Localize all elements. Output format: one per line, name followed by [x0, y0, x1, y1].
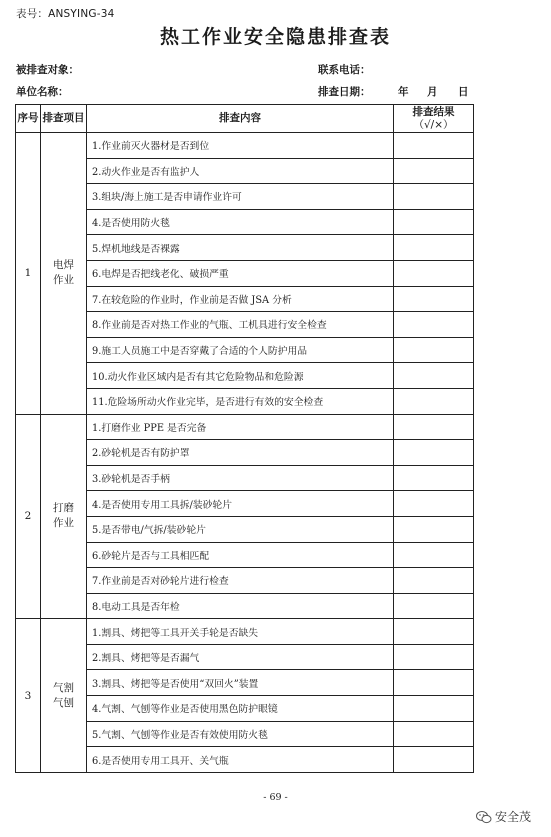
group-item-label: 气割气刨	[53, 681, 74, 709]
result-cell[interactable]	[394, 670, 474, 696]
brand-name: 安全茂	[495, 810, 532, 824]
group-number: 1	[16, 133, 41, 415]
group-number: 2	[16, 414, 41, 619]
result-cell[interactable]	[394, 388, 474, 414]
result-cell[interactable]	[394, 568, 474, 594]
table-row	[16, 133, 474, 159]
group-item	[41, 133, 87, 415]
result-cell[interactable]	[394, 363, 474, 389]
result-cell[interactable]	[394, 644, 474, 670]
group-number: 3	[16, 619, 41, 773]
result-cell[interactable]	[394, 593, 474, 619]
page-title: 热工作业安全隐患排查表	[159, 26, 391, 48]
check-content: 7.在较危险的作业时，作业前是否做 JSA 分析	[87, 286, 394, 312]
result-cell[interactable]	[394, 542, 474, 568]
date-month-unit: 月	[427, 86, 438, 98]
phone-label: 联系电话：	[318, 64, 371, 76]
check-content: 9.施工人员施工中是否穿戴了合适的个人防护用品	[87, 337, 394, 363]
check-content: 8.电动工具是否年检	[87, 593, 394, 619]
table-body	[16, 133, 474, 773]
result-cell[interactable]	[394, 440, 474, 466]
check-content: 3.组块/海上施工是否申请作业许可	[87, 184, 394, 210]
header-result	[394, 105, 474, 133]
result-cell[interactable]	[394, 465, 474, 491]
header-no: 序号	[16, 105, 41, 133]
group-item-label: 打磨作业	[53, 502, 74, 530]
inspected-party-label: 被排查对象：	[16, 64, 79, 76]
check-content: 6.电焊是否把线老化、破损严重	[87, 260, 394, 286]
header-result-hint: （√/×）	[413, 118, 454, 131]
check-content: 1.作业前灭火器材是否到位	[87, 133, 394, 159]
check-content: 8.作业前是否对热工作业的气瓶、工机具进行安全检查	[87, 312, 394, 338]
check-content: 5.焊机地线是否裸露	[87, 235, 394, 261]
wechat-icon	[476, 810, 492, 824]
check-content: 4.气割、气刨等作业是否使用黑色防护眼镜	[87, 696, 394, 722]
unit-label: 单位名称：	[16, 86, 69, 98]
result-cell[interactable]	[394, 696, 474, 722]
result-cell[interactable]	[394, 184, 474, 210]
result-cell[interactable]	[394, 312, 474, 338]
result-cell[interactable]	[394, 235, 474, 261]
check-content: 6.砂轮片是否与工具相匹配	[87, 542, 394, 568]
check-content: 6.是否使用专用工具开、关气瓶	[87, 747, 394, 773]
result-cell[interactable]	[394, 491, 474, 517]
result-cell[interactable]	[394, 619, 474, 645]
date-day-unit: 日	[458, 86, 469, 98]
check-content: 2.割具、烤把等是否漏气	[87, 644, 394, 670]
header-result-label: 排查结果	[412, 105, 455, 118]
date-year-unit: 年	[398, 86, 409, 98]
check-content: 5.是否带电/气拆/装砂轮片	[87, 516, 394, 542]
result-cell[interactable]	[394, 286, 474, 312]
group-item	[41, 414, 87, 619]
result-cell[interactable]	[394, 337, 474, 363]
inspection-table	[15, 104, 474, 773]
check-content: 1.割具、烤把等工具开关手轮是否缺失	[87, 619, 394, 645]
result-cell[interactable]	[394, 209, 474, 235]
check-content: 11.危险场所动火作业完毕，是否进行有效的安全检查	[87, 388, 394, 414]
header-content: 排查内容	[87, 105, 394, 133]
table-row	[16, 414, 474, 440]
check-content: 5.气割、气刨等作业是否有效使用防火毯	[87, 721, 394, 747]
result-cell[interactable]	[394, 260, 474, 286]
form-number: 表号：ANSYING-34	[16, 8, 115, 20]
check-content: 10.动火作业区域内是否有其它危险物品和危险源	[87, 363, 394, 389]
check-content: 3.割具、烤把等是否使用“双回火”装置	[87, 670, 394, 696]
check-content: 3.砂轮机是否手柄	[87, 465, 394, 491]
result-cell[interactable]	[394, 516, 474, 542]
date-label: 排查日期：	[318, 86, 371, 98]
result-cell[interactable]	[394, 133, 474, 159]
check-content: 2.砂轮机是否有防护罩	[87, 440, 394, 466]
check-content: 1.打磨作业 PPE 是否完备	[87, 414, 394, 440]
result-cell[interactable]	[394, 158, 474, 184]
page-number: - 69 -	[263, 792, 288, 803]
check-content: 4.是否使用专用工具拆/装砂轮片	[87, 491, 394, 517]
check-content: 4.是否使用防火毯	[87, 209, 394, 235]
result-cell[interactable]	[394, 721, 474, 747]
table-header-row	[16, 105, 474, 133]
brand-mark	[476, 808, 531, 825]
table-row	[16, 619, 474, 645]
check-content: 2.动火作业是否有监护人	[87, 158, 394, 184]
header-item: 排查项目	[41, 105, 87, 133]
check-content: 7.作业前是否对砂轮片进行检查	[87, 568, 394, 594]
result-cell[interactable]	[394, 414, 474, 440]
result-cell[interactable]	[394, 747, 474, 773]
group-item	[41, 619, 87, 773]
group-item-label: 电焊作业	[53, 259, 74, 287]
